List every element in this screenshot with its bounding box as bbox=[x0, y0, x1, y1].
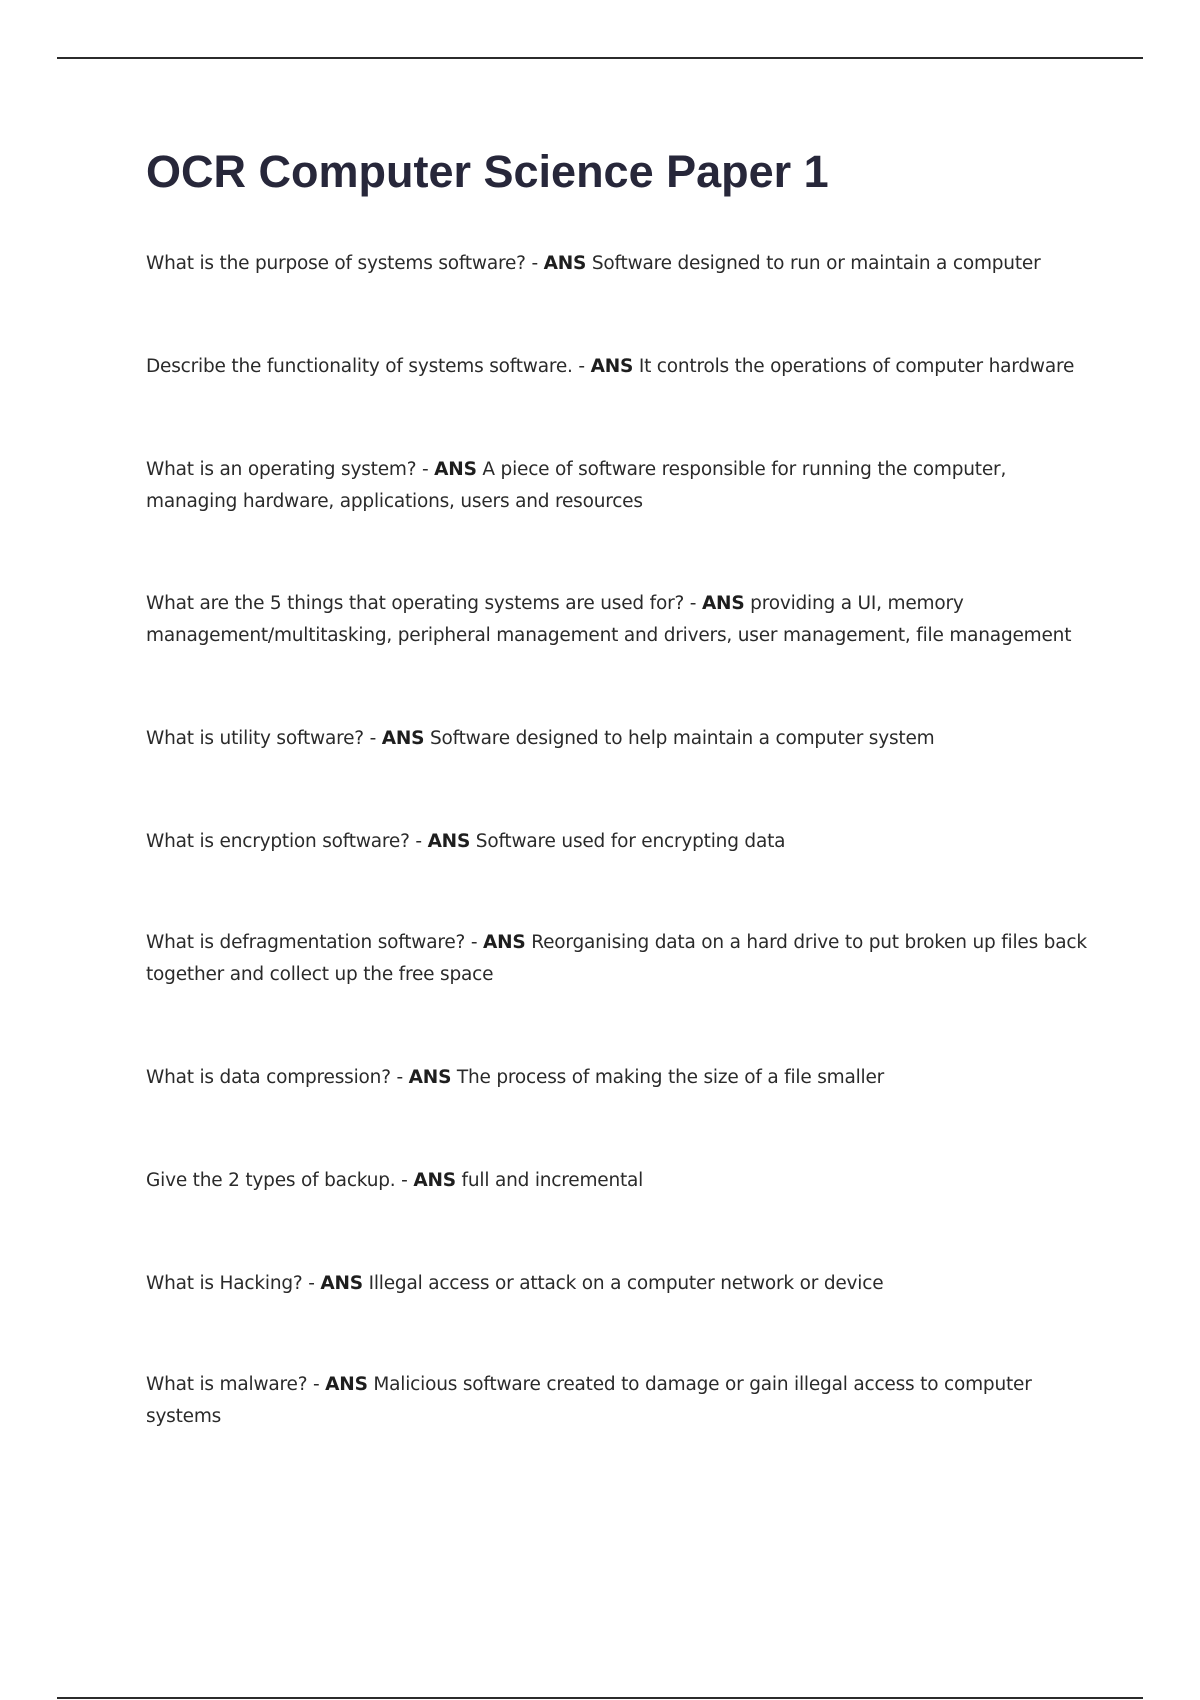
separator: - bbox=[465, 932, 484, 953]
top-divider bbox=[57, 57, 1143, 59]
question-text: What is encryption software? bbox=[146, 831, 410, 852]
ans-label: ANS bbox=[483, 932, 526, 953]
ans-label: ANS bbox=[408, 1067, 452, 1088]
ans-label: ANS bbox=[427, 831, 471, 852]
bottom-divider bbox=[57, 1697, 1143, 1699]
question-text: What is utility software? bbox=[146, 728, 364, 749]
ans-label: ANS bbox=[434, 459, 477, 480]
answer-text: A piece of software responsible for running the computer, managing hardware, applications, users and resources bbox=[146, 459, 1007, 512]
separator: - bbox=[307, 1374, 326, 1395]
ans-label: ANS bbox=[325, 1374, 368, 1395]
answer-text: Malicious software created to damage or gain illegal access to computer systems bbox=[146, 1374, 1032, 1427]
question-text: Describe the functionality of systems software. bbox=[146, 356, 573, 377]
separator: - bbox=[302, 1273, 321, 1294]
qa-item bbox=[146, 351, 1096, 383]
qa-item bbox=[146, 1062, 1096, 1094]
separator: - bbox=[390, 1067, 409, 1088]
question-text: What is data compression? bbox=[146, 1067, 391, 1088]
question-text: What is defragmentation software? bbox=[146, 932, 466, 953]
separator: - bbox=[416, 459, 435, 480]
qa-item bbox=[146, 723, 1096, 755]
qa-item bbox=[146, 1268, 1096, 1300]
question-text: What is Hacking? bbox=[146, 1273, 303, 1294]
answer-text: providing a UI, memory management/multitasking, peripheral management and drivers, user management, file management bbox=[146, 593, 1072, 646]
qa-item bbox=[146, 1369, 1096, 1433]
question-text: What is the purpose of systems software? bbox=[146, 253, 526, 274]
answer-text: Software designed to help maintain a computer system bbox=[429, 728, 935, 749]
answer-text: It controls the operations of computer hardware bbox=[638, 356, 1075, 377]
qa-item bbox=[146, 826, 1096, 858]
qa-item bbox=[146, 454, 1096, 518]
ans-label: ANS bbox=[543, 253, 587, 274]
qa-item bbox=[146, 1165, 1096, 1197]
qa-item bbox=[146, 588, 1096, 652]
ans-label: ANS bbox=[590, 356, 634, 377]
question-text: What is malware? bbox=[146, 1374, 308, 1395]
ans-label: ANS bbox=[381, 728, 425, 749]
separator: - bbox=[525, 253, 544, 274]
answer-text: Reorganising data on a hard drive to put broken up files back together and collect up the free space bbox=[146, 932, 1087, 985]
separator: - bbox=[363, 728, 382, 749]
separator: - bbox=[572, 356, 591, 377]
separator: - bbox=[684, 593, 702, 614]
answer-text: The process of making the size of a file smaller bbox=[456, 1067, 885, 1088]
separator: - bbox=[409, 831, 428, 852]
answer-text: full and incremental bbox=[461, 1170, 644, 1191]
qa-item bbox=[146, 248, 1096, 280]
ans-label: ANS bbox=[701, 593, 745, 614]
question-text: What is an operating system? bbox=[146, 459, 417, 480]
page-title: OCR Computer Science Paper 1 bbox=[146, 146, 829, 197]
question-text: Give the 2 types of backup. bbox=[146, 1170, 396, 1191]
question-text: What are the 5 things that operating systems are used for? bbox=[146, 593, 685, 614]
answer-text: Software designed to run or maintain a computer bbox=[591, 253, 1041, 274]
separator: - bbox=[395, 1170, 414, 1191]
answer-text: Software used for encrypting data bbox=[475, 831, 786, 852]
ans-label: ANS bbox=[320, 1273, 363, 1294]
answer-text: Illegal access or attack on a computer network or device bbox=[368, 1273, 884, 1294]
qa-item bbox=[146, 927, 1096, 991]
ans-label: ANS bbox=[413, 1170, 456, 1191]
